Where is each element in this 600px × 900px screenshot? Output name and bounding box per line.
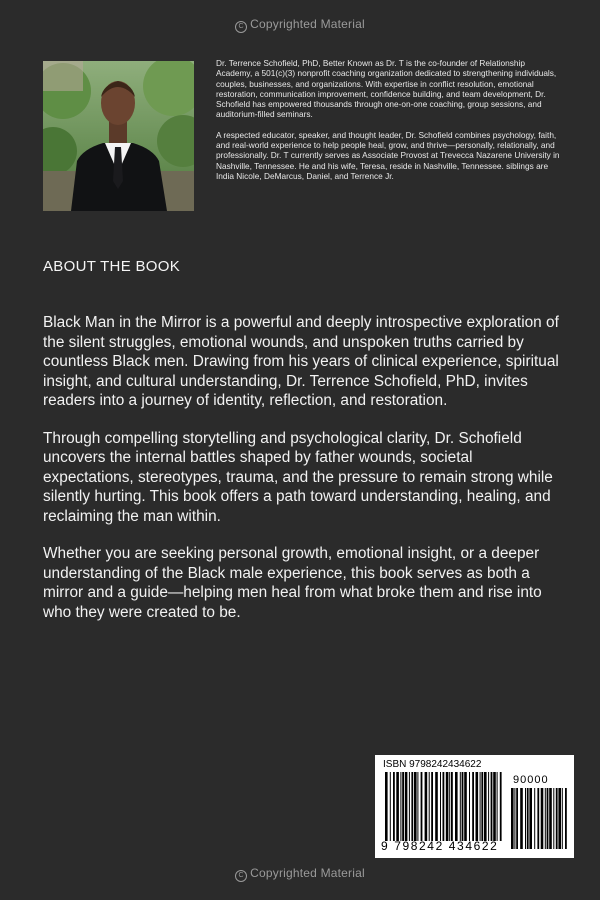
book-description (43, 313, 563, 640)
watermark-text: Copyrighted Material (250, 866, 365, 880)
author-photo (43, 61, 194, 211)
copyright-icon: C (235, 21, 247, 33)
bio-paragraph: A respected educator, speaker, and thought leader, Dr. Schofield combines psychology, faith, and real-world experience to help people heal, grow, and thrive—personally, relationally, and professionally. Dr. T currently serves as Associate Provost at Trevecca Nazarene University in Nashville, Tennessee. He and his wife, Teresa, reside in Nashville, Tennessee. siblings are India Nicole, DeMarcus, Daniel, and Terrence Jr. (216, 129, 560, 181)
copyright-watermark-bottom (0, 866, 600, 882)
description-paragraph: Through compelling storytelling and psychological clarity, Dr. Schofield uncovers the internal battles shaped by father wounds, societal expectations, stereotypes, trauma, and the pressure to remain strong while silently hurting. This book offers a path toward understanding, healing, and reclaiming the man within. (43, 429, 553, 525)
price-code: 90000 (513, 774, 549, 786)
isbn-label: ISBN 9798242434622 (383, 759, 482, 770)
ean-digits: 9 798242 434622 (381, 839, 499, 853)
watermark-text: Copyrighted Material (250, 17, 365, 31)
description-paragraph: Whether you are seeking personal growth, emotional insight, or a deeper understanding of the Black male experience, this book serves as both a mirror and a guide—helping men heal from what broke them and rise into who they were created to be. (43, 545, 542, 621)
about-heading: ABOUT THE BOOK (43, 258, 181, 275)
author-portrait-image (43, 61, 194, 211)
copyright-watermark-top (0, 17, 600, 33)
bio-paragraph: Dr. Terrence Schofield, PhD, Better Known as Dr. T is the co-founder of Relationship Academy, a 501(c)(3) nonprofit coaching organization dedicated to strengthening individuals, couples, businesses, and organizations. With expertise in conflict resolution, emotional restoration, communication improvement, confidence building, and team development, Dr. Schofield has empowered thousands through one-on-one coaching, group sessions, and auditorium-filled seminars. (216, 58, 557, 120)
copyright-icon: C (235, 870, 247, 882)
isbn-barcode (375, 755, 574, 858)
author-bio (216, 58, 562, 191)
description-paragraph: Black Man in the Mirror is a powerful and deeply introspective exploration of the silent struggles, emotional wounds, and unspoken truths carried by countless Black men. Drawing from his years of clinical experience, spiritual insight, and cultural understanding, Dr. Terrence Schofield, PhD, invites readers into a journey of identity, reflection, and restoration. (43, 314, 559, 409)
